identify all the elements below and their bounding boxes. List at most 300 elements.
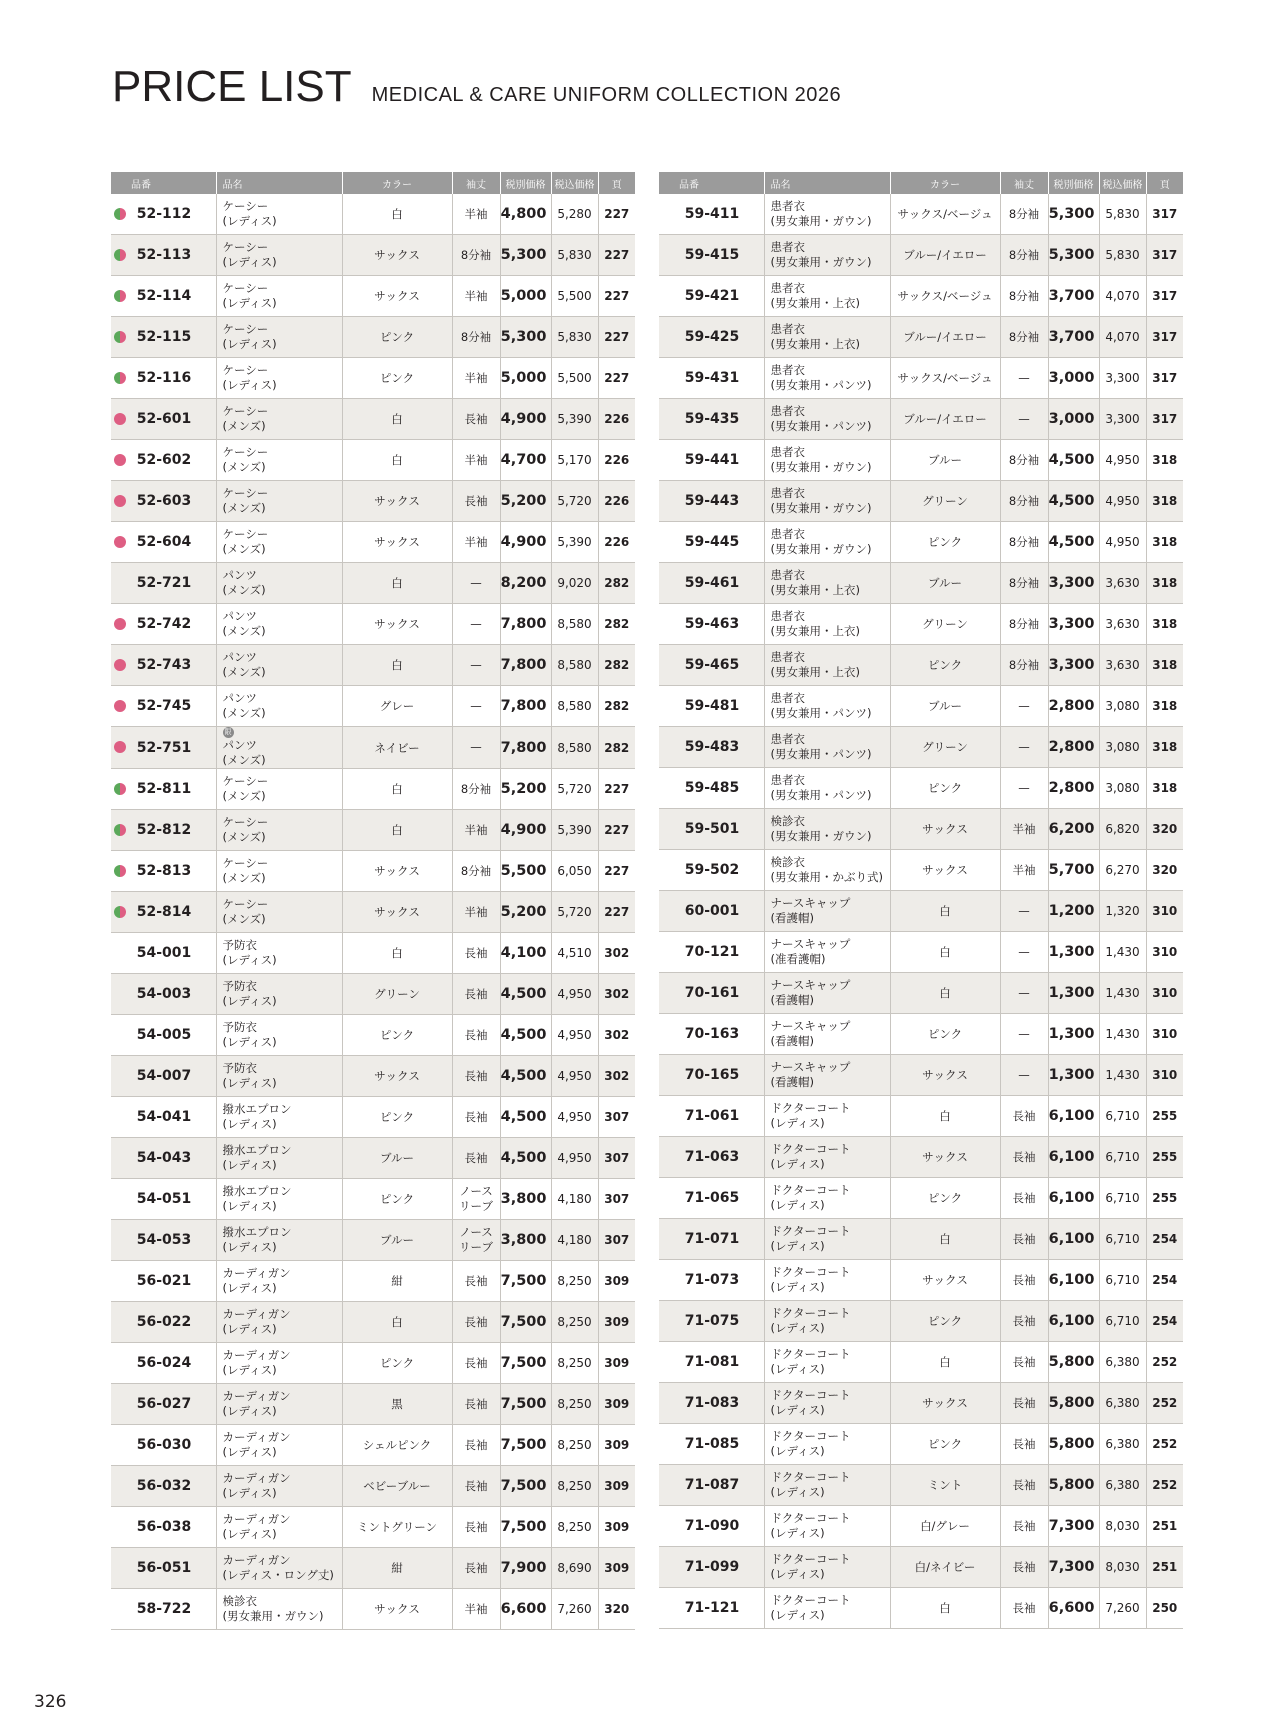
cell-code (111, 1261, 216, 1302)
product-variant: (レディス) (770, 1362, 825, 1376)
product-name-line1 (771, 240, 890, 255)
cell-price-ex: 4,500 (1048, 440, 1099, 481)
cell-price-ex: 5,800 (1048, 1465, 1099, 1506)
product-code: 70-121 (684, 944, 740, 960)
cell-price-ex: 7,800 (500, 645, 551, 686)
product-variant: (レディス) (222, 953, 277, 967)
cell-page: 309 (598, 1261, 635, 1302)
cell-price-ex: 6,100 (1048, 1096, 1099, 1137)
cell-code (659, 522, 764, 563)
product-name: 予防衣 (222, 1061, 257, 1075)
table-row (111, 522, 635, 563)
product-name: ケーシー (222, 774, 269, 788)
table-row (111, 892, 635, 933)
product-name: 患者衣 (770, 732, 805, 746)
cell-code (659, 604, 764, 645)
cell-price-ex: 3,000 (1048, 399, 1099, 440)
cell-name (764, 1096, 890, 1137)
product-variant: (レディス) (222, 1527, 277, 1541)
product-name: カーディガン (222, 1266, 291, 1280)
cell-name (764, 1301, 890, 1342)
product-variant: (レディス) (222, 1035, 277, 1049)
cell-sleeve: 半袖 (452, 358, 500, 399)
product-name: ドクターコート (770, 1593, 851, 1607)
cell-color: 白 (890, 891, 1000, 932)
product-code: 52-602 (136, 452, 192, 468)
product-variant: (レディス) (222, 1486, 277, 1500)
cell-page: 320 (1146, 850, 1183, 891)
table-row (659, 768, 1183, 809)
product-variant: (男女兼用・ガウン) (222, 1609, 324, 1623)
cell-price-inc: 6,380 (1099, 1424, 1146, 1465)
product-variant: (レディス) (222, 1158, 277, 1172)
cell-color: 白 (342, 1302, 452, 1343)
cell-price-ex: 7,500 (500, 1302, 551, 1343)
cell-price-ex: 7,900 (500, 1548, 551, 1589)
cell-sleeve: 長袖 (452, 481, 500, 522)
cell-color: ピンク (890, 1014, 1000, 1055)
cell-name (216, 1466, 342, 1507)
cell-name (764, 932, 890, 973)
product-variant: (メンズ) (222, 871, 266, 885)
table-row (111, 1589, 635, 1630)
product-name-line1 (223, 815, 342, 830)
product-code: 52-814 (136, 904, 192, 920)
cell-name (216, 522, 342, 563)
cell-page: 226 (598, 399, 635, 440)
cell-color: サックス (342, 1056, 452, 1097)
cell-price-ex: 1,200 (1048, 891, 1099, 932)
cell-price-inc: 9,020 (551, 563, 598, 604)
table-row (659, 604, 1183, 645)
cell-sleeve: — (452, 686, 500, 727)
product-code: 59-461 (684, 575, 740, 591)
cell-name (216, 645, 342, 686)
product-name: 患者衣 (770, 281, 805, 295)
cell-price-ex: 7,300 (1048, 1506, 1099, 1547)
cell-price-inc: 7,260 (551, 1589, 598, 1630)
product-name-line1 (771, 1470, 890, 1485)
product-variant: (レディス) (222, 1199, 277, 1213)
cell-color: ネイビー (342, 727, 452, 769)
cell-price-ex: 3,800 (500, 1220, 551, 1261)
cell-price-ex: 2,800 (1048, 727, 1099, 768)
product-variant: (レディス) (222, 1445, 277, 1459)
cell-price-ex: 5,300 (500, 235, 551, 276)
cell-color: ピンク (342, 317, 452, 358)
cell-page: 309 (598, 1302, 635, 1343)
cell-sleeve: 8分袖 (452, 851, 500, 892)
product-name-line1 (223, 938, 342, 953)
cell-page: 251 (1146, 1506, 1183, 1547)
cell-sleeve (452, 1220, 500, 1261)
product-name: ドクターコート (770, 1429, 851, 1443)
cell-code (659, 768, 764, 809)
gender-dot-pink-icon (114, 413, 126, 425)
product-code: 71-063 (684, 1149, 740, 1165)
cell-code (659, 973, 764, 1014)
table-row (659, 1137, 1183, 1178)
cell-page: 227 (598, 358, 635, 399)
cell-price-ex: 7,800 (500, 727, 551, 769)
cell-price-inc: 5,830 (551, 235, 598, 276)
price-table-left (111, 172, 635, 1630)
cell-page: 320 (598, 1589, 635, 1630)
cell-page: 318 (1146, 768, 1183, 809)
cell-price-inc: 3,630 (1099, 604, 1146, 645)
cell-name (764, 604, 890, 645)
cell-price-ex: 1,300 (1048, 973, 1099, 1014)
cell-name (764, 1137, 890, 1178)
product-name-line1 (771, 650, 890, 665)
cell-sleeve: — (1000, 1014, 1048, 1055)
cell-page: 317 (1146, 194, 1183, 235)
product-name: ドクターコート (770, 1265, 851, 1279)
table-row (111, 1179, 635, 1220)
cell-price-ex: 5,000 (500, 358, 551, 399)
cell-name (764, 563, 890, 604)
cell-name (764, 358, 890, 399)
product-code: 59-481 (684, 698, 740, 714)
cell-name (216, 194, 342, 235)
product-name: ケーシー (222, 527, 269, 541)
cell-color: 黒 (342, 1384, 452, 1425)
cell-page: 309 (598, 1548, 635, 1589)
cell-price-ex: 6,100 (1048, 1301, 1099, 1342)
cell-price-ex: 5,300 (1048, 194, 1099, 235)
cell-sleeve: — (1000, 686, 1048, 727)
cell-page: 254 (1146, 1301, 1183, 1342)
cell-price-ex: 3,300 (1048, 645, 1099, 686)
product-variant: (男女兼用・上衣) (770, 665, 860, 679)
table-row (111, 358, 635, 399)
cell-page: 317 (1146, 317, 1183, 358)
cell-page: 307 (598, 1220, 635, 1261)
product-variant: (レディス) (770, 1444, 825, 1458)
cell-name (216, 1097, 342, 1138)
product-name-line1 (223, 445, 342, 460)
cell-name (764, 850, 890, 891)
col-header-price-inc: 税込価格 (1099, 172, 1146, 194)
cell-name (216, 1507, 342, 1548)
product-name-line1 (223, 1307, 342, 1322)
table-row (659, 850, 1183, 891)
cell-price-inc: 8,580 (551, 686, 598, 727)
product-name: 撥水エプロン (222, 1184, 292, 1198)
cell-name (216, 1138, 342, 1179)
product-name: 患者衣 (770, 650, 805, 664)
table-row (659, 358, 1183, 399)
cell-page: 226 (598, 522, 635, 563)
cell-color: サックス (890, 1383, 1000, 1424)
product-name: 検診衣 (770, 855, 805, 869)
cell-price-ex: 5,800 (1048, 1424, 1099, 1465)
cell-color: ピンク (342, 1097, 452, 1138)
product-name: 患者衣 (770, 691, 805, 705)
cell-code (659, 686, 764, 727)
cell-color: 白 (342, 769, 452, 810)
product-code: 59-435 (684, 411, 740, 427)
product-name-line1 (771, 322, 890, 337)
product-variant: (レディス) (222, 1322, 277, 1336)
cell-color: サックス/ベージュ (890, 358, 1000, 399)
cell-sleeve: 8分袖 (452, 317, 500, 358)
cell-color: サックス (342, 1589, 452, 1630)
cell-page: 310 (1146, 891, 1183, 932)
product-name: パンツ (222, 568, 257, 582)
product-variant: (レディス) (222, 1117, 277, 1131)
cell-code (659, 235, 764, 276)
cell-name (216, 892, 342, 933)
cell-color: グリーン (890, 481, 1000, 522)
product-code: 59-485 (684, 780, 740, 796)
cell-price-inc: 4,950 (551, 1056, 598, 1097)
cell-code (111, 604, 216, 645)
product-name: ドクターコート (770, 1142, 851, 1156)
cell-code (111, 1056, 216, 1097)
cell-color: サックス (342, 851, 452, 892)
cell-price-inc: 8,580 (551, 727, 598, 769)
product-name: ケーシー (222, 199, 269, 213)
product-code: 52-116 (136, 370, 192, 386)
cell-code (659, 1137, 764, 1178)
cell-code (659, 1547, 764, 1588)
product-code: 56-051 (136, 1560, 192, 1576)
cell-price-ex: 5,300 (1048, 235, 1099, 276)
cell-name (764, 973, 890, 1014)
product-code: 59-421 (684, 288, 740, 304)
cell-sleeve: 8分袖 (1000, 563, 1048, 604)
table-row (111, 1466, 635, 1507)
product-variant: (准看護帽) (770, 952, 826, 966)
table-row (111, 317, 635, 358)
cell-name (216, 1261, 342, 1302)
product-code: 71-081 (684, 1354, 740, 1370)
product-code: 59-463 (684, 616, 740, 632)
cell-code (659, 563, 764, 604)
cell-price-ex: 1,300 (1048, 932, 1099, 973)
table-row (659, 1465, 1183, 1506)
cell-price-inc: 4,950 (1099, 522, 1146, 563)
table-row (659, 1588, 1183, 1629)
ltd-badge-icon: 限 (224, 728, 232, 736)
product-name-line1 (771, 773, 890, 788)
table-row (111, 974, 635, 1015)
cell-price-inc: 4,950 (551, 1097, 598, 1138)
cell-sleeve: — (452, 563, 500, 604)
cell-price-ex: 6,200 (1048, 809, 1099, 850)
cell-price-inc: 4,180 (551, 1179, 598, 1220)
product-variant: (メンズ) (222, 501, 266, 515)
cell-name (764, 891, 890, 932)
cell-page: 318 (1146, 727, 1183, 768)
cell-color: ピンク (890, 645, 1000, 686)
cell-price-ex: 5,700 (1048, 850, 1099, 891)
product-name-line1 (223, 322, 342, 337)
cell-price-inc: 5,720 (551, 481, 598, 522)
cell-sleeve: 8分袖 (1000, 604, 1048, 645)
cell-price-ex: 7,500 (500, 1343, 551, 1384)
table-row (659, 440, 1183, 481)
table-row (111, 810, 635, 851)
cell-price-ex: 4,900 (500, 810, 551, 851)
product-name-line1 (223, 1471, 342, 1486)
product-variant: (レディス) (770, 1485, 825, 1499)
table-row (111, 1425, 635, 1466)
product-code: 59-445 (684, 534, 740, 550)
product-name-line1 (223, 240, 342, 255)
product-variant: (レディス) (770, 1280, 825, 1294)
cell-page: 310 (1146, 1055, 1183, 1096)
product-code: 52-114 (136, 288, 192, 304)
cell-sleeve: 長袖 (452, 974, 500, 1015)
cell-sleeve: 長袖 (1000, 1424, 1048, 1465)
cell-color: ピンク (890, 522, 1000, 563)
product-code: 54-001 (136, 945, 192, 961)
cell-page: 282 (598, 563, 635, 604)
product-variant: (レディス) (770, 1526, 825, 1540)
cell-sleeve: 8分袖 (1000, 645, 1048, 686)
product-code: 71-087 (684, 1477, 740, 1493)
cell-sleeve: 長袖 (452, 933, 500, 974)
product-variant: (メンズ) (222, 665, 266, 679)
cell-color: ブルー (342, 1138, 452, 1179)
cell-price-inc: 4,070 (1099, 276, 1146, 317)
product-variant: (メンズ) (222, 460, 266, 474)
product-name: 患者衣 (770, 486, 805, 500)
cell-sleeve: — (452, 604, 500, 645)
product-variant: (レディス) (222, 1240, 277, 1254)
cell-color: サックス (342, 481, 452, 522)
cell-name (216, 1302, 342, 1343)
cell-code (659, 1465, 764, 1506)
cell-color: 白 (342, 563, 452, 604)
product-name: ケーシー (222, 363, 269, 377)
cell-name (764, 809, 890, 850)
cell-price-ex: 6,100 (1048, 1260, 1099, 1301)
product-name-line1 (771, 1142, 890, 1157)
cell-color: サックス (890, 1137, 1000, 1178)
product-name-line1 (223, 1266, 342, 1281)
cell-code (659, 276, 764, 317)
product-code: 59-415 (684, 247, 740, 263)
cell-sleeve: 長袖 (452, 1015, 500, 1056)
cell-price-ex: 4,500 (1048, 522, 1099, 563)
gender-dot-pink-icon (114, 741, 126, 753)
product-name-line1 (771, 1306, 890, 1321)
cell-page: 318 (1146, 686, 1183, 727)
product-name-line1 (223, 363, 342, 378)
cell-name (764, 1178, 890, 1219)
cell-code (111, 1343, 216, 1384)
cell-sleeve: 長袖 (1000, 1219, 1048, 1260)
cell-price-inc: 6,380 (1099, 1465, 1146, 1506)
cell-sleeve: 半袖 (452, 194, 500, 235)
cell-name (764, 1260, 890, 1301)
cell-price-inc: 6,380 (1099, 1342, 1146, 1383)
cell-page: 318 (1146, 522, 1183, 563)
cell-price-inc: 8,580 (551, 604, 598, 645)
cell-price-ex: 4,500 (500, 1138, 551, 1179)
cell-sleeve: 長袖 (452, 1425, 500, 1466)
product-name-line1 (223, 1389, 342, 1404)
product-code: 54-043 (136, 1150, 192, 1166)
cell-sleeve: 半袖 (452, 892, 500, 933)
product-variant: (レディス) (770, 1116, 825, 1130)
table-row (659, 1424, 1183, 1465)
product-name-line1 (771, 281, 890, 296)
cell-color: ミントグリーン (342, 1507, 452, 1548)
table-row (111, 604, 635, 645)
cell-code (659, 1506, 764, 1547)
col-header-sleeve: 袖丈 (1000, 172, 1048, 194)
gender-dot-pink-icon (114, 536, 126, 548)
cell-sleeve: 長袖 (1000, 1383, 1048, 1424)
cell-sleeve: 長袖 (452, 1548, 500, 1589)
cell-code (659, 1588, 764, 1629)
product-name-line1 (771, 1388, 890, 1403)
cell-page: 252 (1146, 1424, 1183, 1465)
product-name: ケーシー (222, 322, 269, 336)
cell-code (111, 769, 216, 810)
cell-sleeve: — (1000, 891, 1048, 932)
product-name-line1 (223, 404, 342, 419)
table-row (111, 1548, 635, 1589)
cell-sleeve: 8分袖 (452, 235, 500, 276)
product-name: 患者衣 (770, 773, 805, 787)
cell-color: サックス (342, 235, 452, 276)
cell-color: サックス (890, 809, 1000, 850)
table-row (659, 1301, 1183, 1342)
product-variant: (男女兼用・上衣) (770, 583, 860, 597)
product-variant: (看護帽) (770, 993, 814, 1007)
cell-code (111, 974, 216, 1015)
product-variant: (メンズ) (222, 830, 266, 844)
cell-sleeve: 長袖 (452, 1138, 500, 1179)
table-row (111, 1507, 635, 1548)
table-row (659, 1014, 1183, 1055)
product-name-line1 (771, 445, 890, 460)
table-row (659, 276, 1183, 317)
cell-sleeve: 長袖 (1000, 1547, 1048, 1588)
product-variant: (レディス) (222, 1363, 277, 1377)
product-name: ナースキャップ (770, 1060, 851, 1074)
table-row (111, 686, 635, 727)
cell-sleeve: — (1000, 358, 1048, 399)
product-name-line1 (771, 855, 890, 870)
product-name: 撥水エプロン (222, 1225, 292, 1239)
product-variant: (男女兼用・パンツ) (770, 706, 872, 720)
cell-name (216, 769, 342, 810)
product-variant: (メンズ) (222, 419, 266, 433)
cell-page: 317 (1146, 358, 1183, 399)
cell-price-ex: 5,200 (500, 892, 551, 933)
cell-sleeve: 長袖 (1000, 1137, 1048, 1178)
product-variant: (レディス) (770, 1403, 825, 1417)
cell-page: 318 (1146, 440, 1183, 481)
product-name-line1 (771, 363, 890, 378)
cell-code (659, 850, 764, 891)
table-row (111, 769, 635, 810)
product-code: 59-502 (684, 862, 740, 878)
cell-price-inc: 4,070 (1099, 317, 1146, 358)
cell-color: ベビーブルー (342, 1466, 452, 1507)
cell-color: ピンク (890, 1178, 1000, 1219)
product-code: 59-501 (684, 821, 740, 837)
cell-price-inc: 5,280 (551, 194, 598, 235)
cell-color: 白/ネイビー (890, 1547, 1000, 1588)
cell-page: 227 (598, 194, 635, 235)
